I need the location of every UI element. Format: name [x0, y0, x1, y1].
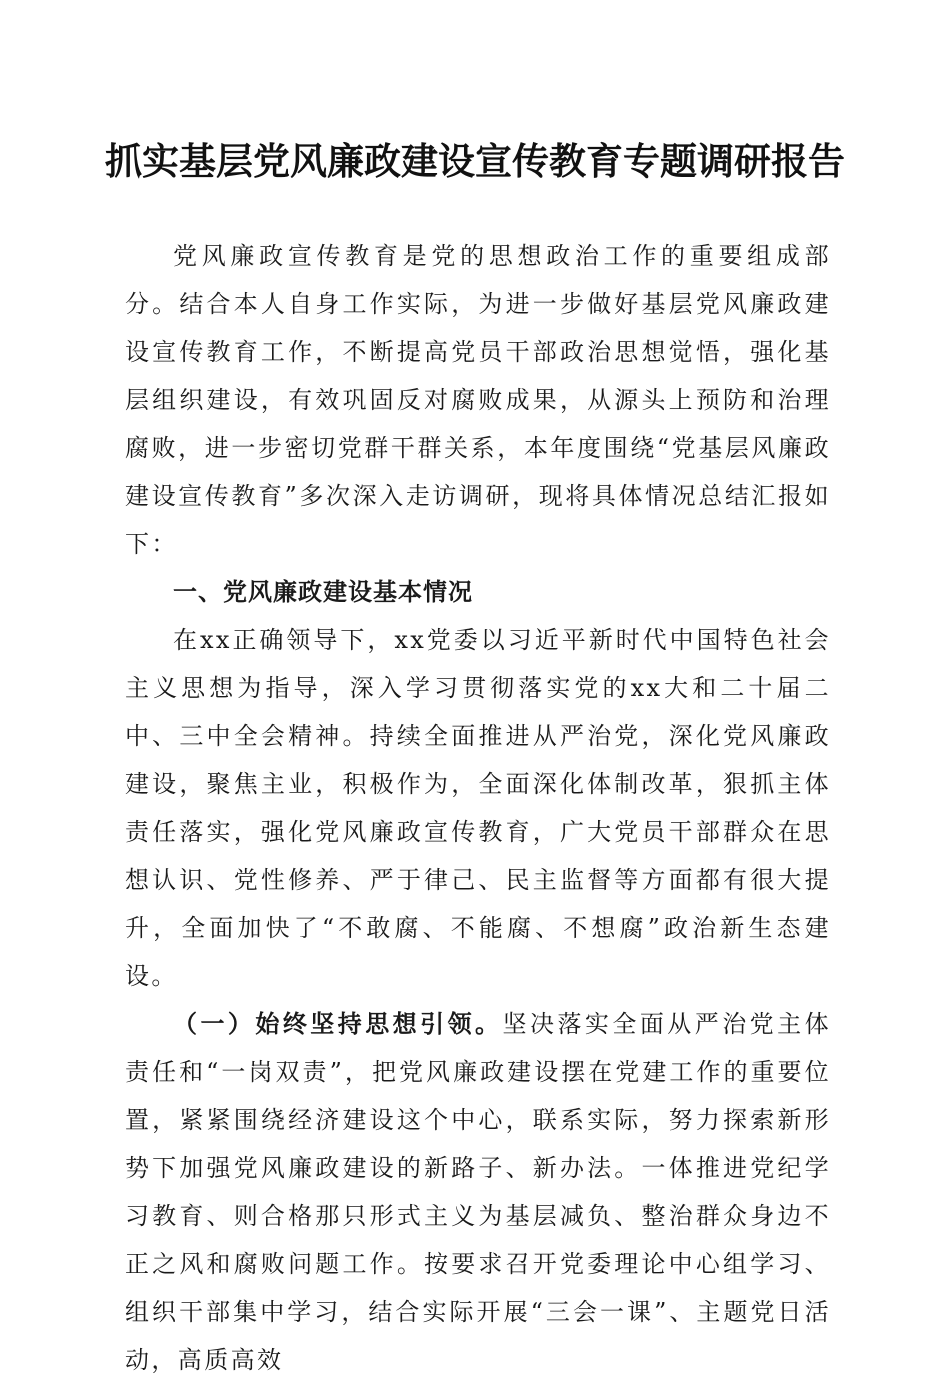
document-body: [125, 232, 831, 1384]
intro-paragraph: 党风廉政宣传教育是党的思想政治工作的重要组成部分。结合本人自身工作实际，为进一步做好基层党风廉政建设宣传教育工作，不断提高党员干部政治思想觉悟，强化基层组织建设，有效巩固反对腐败成果，从源头上预防和治理腐败，进一步密切党群干群关系，本年度围绕“党基层风廉政建设宣传教育”多次深入走访调研，现将具体情况总结汇报如下：: [125, 242, 831, 558]
section-heading: 一、党风廉政建设基本情况: [173, 578, 473, 606]
document-title: 抓实基层党风廉政建设宣传教育专题调研报告: [105, 139, 845, 183]
section-paragraph: 在xx正确领导下，xx党委以习近平新时代中国特色社会主义思想为指导，深入学习贯彻落实党的xx大和二十届二中、三中全会精神。持续全面推进从严治党，深化党风廉政建设，聚焦主业，积极作为，全面深化体制改革，狠抓主体责任落实，强化党风廉政宣传教育，广大党员干部群众在思想认识、党性修养、严于律己、民主监督等方面都有很大提升，全面加快了“不敢腐、不能腐、不想腐”政治新生态建设。: [125, 626, 831, 990]
subsection-body: 坚决落实全面从严治党主体责任和“一岗双责”，把党风廉政建设摆在党建工作的重要位置，紧紧围绕经济建设这个中心，联系实际，努力探索新形势下加强党风廉政建设的新路子、新办法。一体推进党纪学习教育、则合格那只形式主义为基层减负、整治群众身边不正之风和腐败问题工作。按要求召开党委理论中心组学习、组织干部集中学习，结合实际开展“三会一课”、主题党日活动，高质高效: [125, 1010, 831, 1374]
subsection-paragraph: [125, 1000, 831, 1384]
subsection-lead: （一）始终坚持思想引领。: [173, 1010, 503, 1038]
